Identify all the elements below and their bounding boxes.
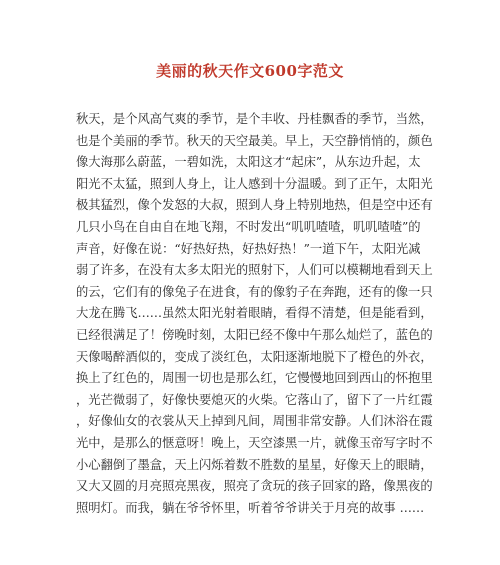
text-line: 又大又圆的月亮照亮黑夜，照亮了贪玩的孩子回家的路，像黑夜的 bbox=[76, 479, 433, 494]
text-line: 阳光不太猛，照到人身上，让人感到十分温暖。到了正午，太阳光 bbox=[76, 176, 433, 191]
text-line: 大龙在腾飞……虽然太阳光射着眼睛，看得不清楚，但是能看到， bbox=[76, 306, 433, 321]
text-line: ，好像仙女的衣裳从天上掉到凡间，周围非常安静。人们沐浴在霞 bbox=[76, 414, 433, 429]
text-line: 小心翻倒了墨盒，天上闪烁着数不胜数的星星，好像天上的眼睛， bbox=[76, 457, 433, 472]
article-body bbox=[76, 109, 436, 519]
text-line: 光中，是那么的惬意呀！晚上，天空漆黑一片，就像玉帝写字时不 bbox=[76, 435, 433, 450]
text-line: 弱了许多，在没有太多太阳光的照射下，人们可以模糊地看到天上 bbox=[76, 263, 433, 278]
text-line: ，光芒微弱了，好像快要熄灭的火柴。它落山了，留下了一片红霞 bbox=[76, 392, 433, 407]
text-line: 换上了红色的，周围一切也是那么红，它慢慢地回到西山的怀抱里 bbox=[76, 371, 433, 386]
text-line: 已经很满足了！傍晚时刻，太阳已经不像中午那么灿烂了，蓝色的 bbox=[76, 327, 433, 342]
text-line: 几只小鸟在自由自在地飞翔，不时发出“叽叽喳喳，叽叽喳喳”的 bbox=[76, 219, 421, 234]
document-title: 美丽的秋天作文600字范文 bbox=[156, 62, 344, 80]
text-line: 照明灯。而我，躺在爷爷怀里，听着爷爷讲关于月亮的故事 …… bbox=[76, 500, 425, 515]
text-line: 的云，它们有的像兔子在进食，有的像豹子在奔跑，还有的像一只 bbox=[76, 284, 433, 299]
text-line: 声音，好像在说：“好热好热，好热好热！”一道下午，太阳光减 bbox=[76, 241, 421, 256]
text-line: 也是个美丽的季节。秋天的天空最美。早上，天空静悄悄的，颜色 bbox=[76, 133, 433, 148]
text-line: 极其猛烈，像个发怒的大叔，照到人身上特别地热，但是空中还有 bbox=[76, 198, 433, 213]
text-line: 秋天，是个风高气爽的季节，是个丰收、丹桂飘香的季节，当然， bbox=[76, 112, 433, 126]
text-line: 像大海那么蔚蓝，一碧如洗，太阳这才“起床”，从东边升起，太 bbox=[76, 155, 421, 170]
text-line: 天像喝醉酒似的，变成了淡红色，太阳逐渐地脱下了橙色的外衣， bbox=[76, 349, 433, 364]
